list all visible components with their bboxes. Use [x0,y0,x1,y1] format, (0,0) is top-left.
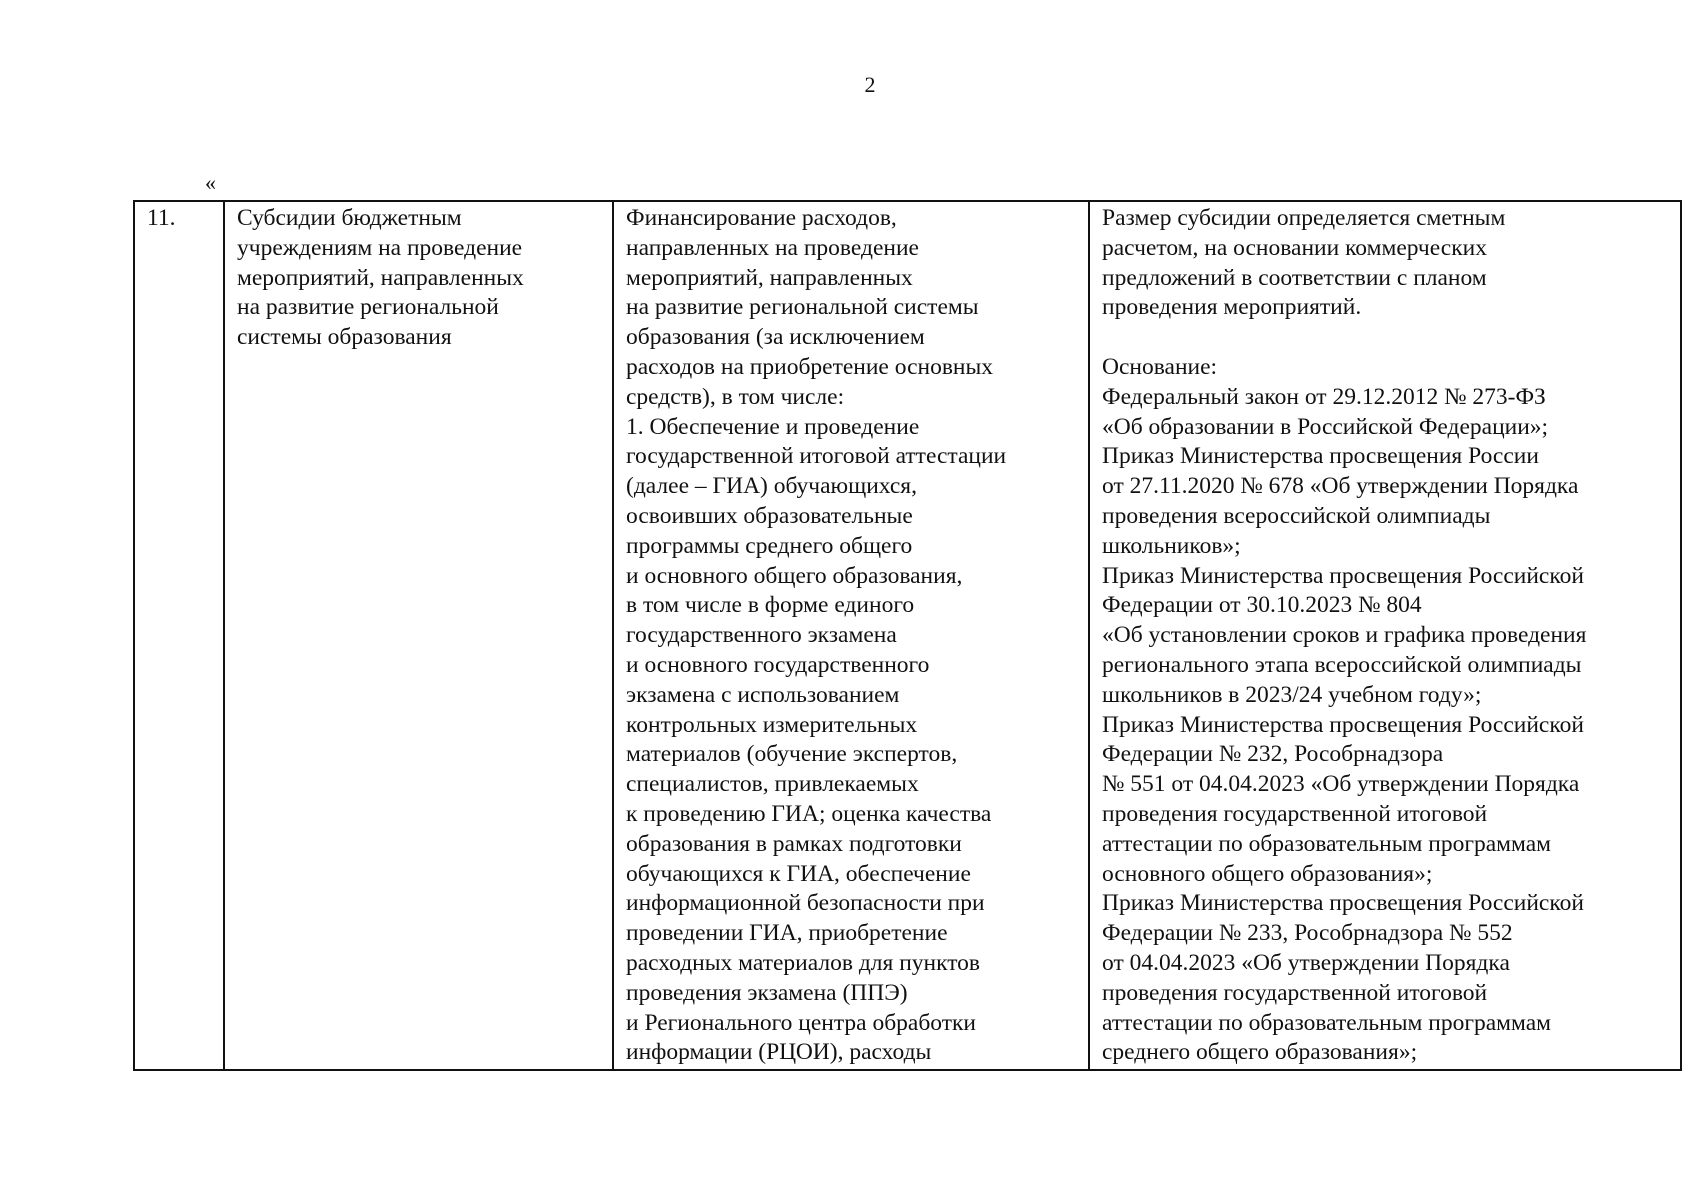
subsidy-table [133,200,1682,1071]
subsidy-description-cell: Финансирование расходов, направленных на проведение мероприятий, направленных на развитие региональной системы образования (за исключением расходов на приобретение основных средств), в том числе: 1. Обеспечение и проведение государственной итоговой аттестации (далее – ГИА) обучающихся, освоивших образовательные программы среднего общего и основного общего образования, в том числе в форме единого государственного экзамена и основного государственного экзамена с использованием контрольных измерительных материалов (обучение экспертов, специалистов, привлекаемых к проведению ГИА; оценка качества образования в рамках подготовки обучающихся к ГИА, обеспечение информационной безопасности при проведении ГИА, приобретение расходных материалов для пунктов проведения экзамена (ППЭ) и Регионального центра обработки информации (РЦОИ), расходы [613,201,1089,1070]
row-number-cell: 11. [134,201,224,1070]
page-number: 2 [864,72,876,97]
subsidy-name-cell: Субсидии бюджетным учреждениям на проведение мероприятий, направленных на развитие региональной системы образования [224,201,613,1070]
opening-quote-mark: « [205,170,216,195]
subsidy-basis-cell: Размер субсидии определяется сметным расчетом, на основании коммерческих предложений в соответствии с планом проведения мероприятий. Основание: Федеральный закон от 29.12.2012 № 273-ФЗ «Об образовании в Российской Федерации»; Приказ Министерства просвещения России от 27.11.2020 № 678 «Об утверждении Порядка проведения всероссийской олимпиады школьников»; Приказ Министерства просвещения Российской Федерации от 30.10.2023 № 804 «Об установлении сроков и графика проведения регионального этапа всероссийской олимпиады школьников в 2023/24 учебном году»; Приказ Министерства просвещения Российской Федерации № 232, Рособрнадзора № 551 от 04.04.2023 «Об утверждении Порядка проведения государственной итоговой аттестации по образовательным программам основного общего образования»; Приказ Министерства просвещения Российской Федерации № 233, Рособрнадзора № 552 от 04.04.2023 «Об утверждении Порядка проведения государственной итоговой аттестации по образовательным программам среднего общего образования»; [1089,201,1681,1070]
table-row [134,201,1681,1070]
